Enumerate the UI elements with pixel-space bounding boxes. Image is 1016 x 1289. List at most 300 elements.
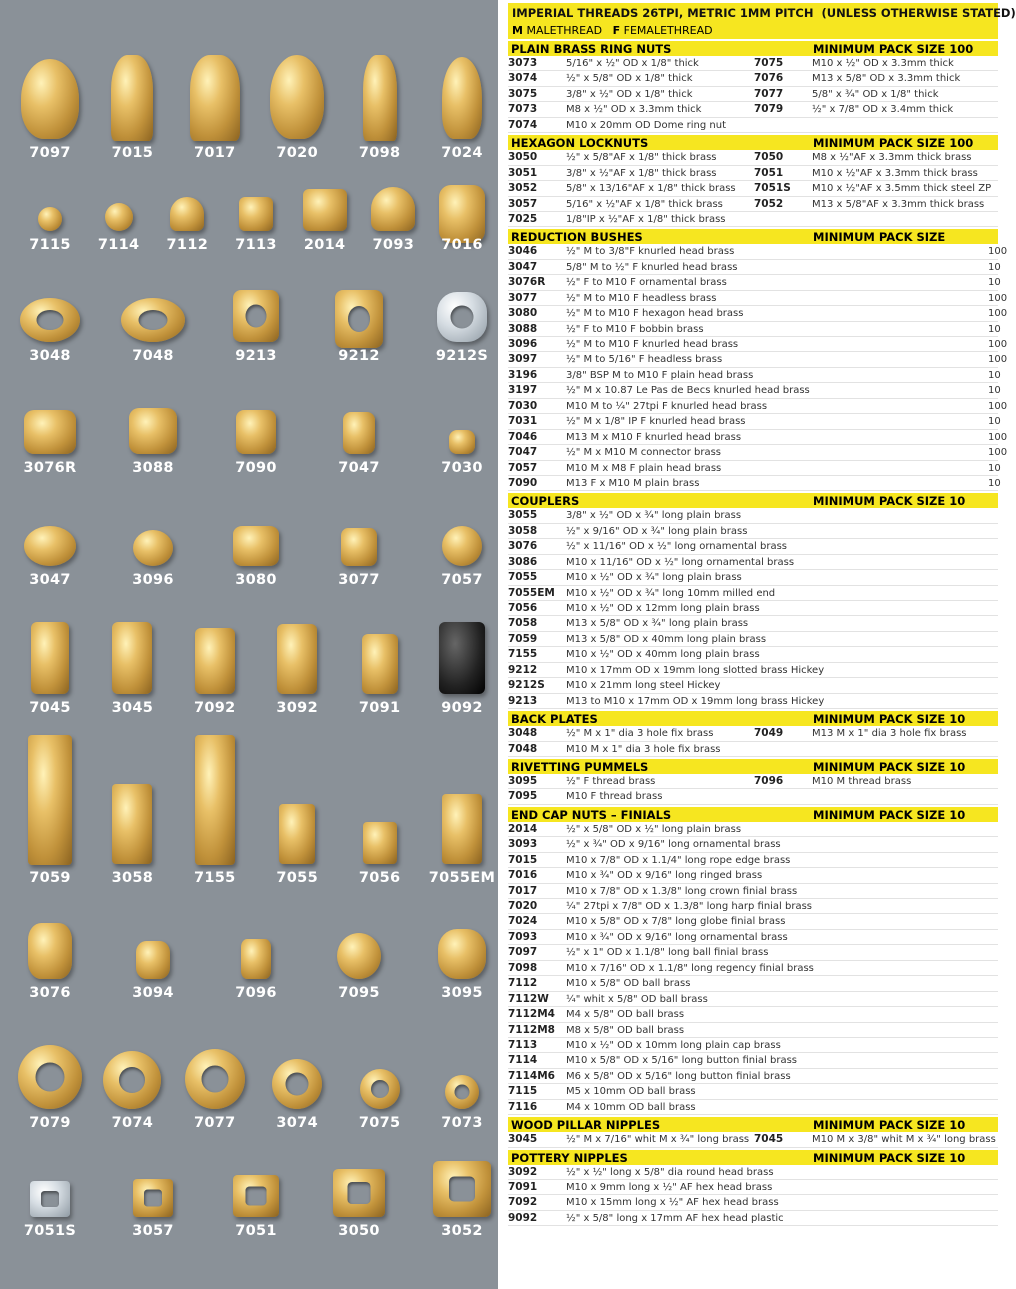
product-code: 7112: [508, 977, 538, 990]
product-code: 3058: [508, 524, 538, 537]
product-description: M10 x 17mm OD x 19mm long slotted brass Hickey: [566, 664, 825, 676]
product-image: [28, 923, 72, 979]
product-cell: [754, 150, 998, 164]
product-code: 3093: [508, 838, 538, 851]
product-code: 3077: [508, 291, 538, 304]
product-description: ½" x 11/16" OD x ½" long ornamental brass: [566, 541, 788, 553]
product-description: ½" M x M10 M connector brass: [566, 447, 721, 459]
section-header: [508, 491, 998, 508]
product-code: 3096: [508, 338, 538, 350]
legend-m: M: [512, 24, 523, 37]
product-description: 3/8" x ½"AF x 1/8" thick brass: [566, 167, 717, 179]
product-code: 7030: [508, 399, 538, 412]
product-description: ½" x 5/8" OD x 1/8" thick: [566, 73, 693, 85]
product-code-label: 3045: [111, 700, 154, 716]
product-image: [433, 1161, 491, 1217]
product-description: M10 M x M8 F plain head brass: [566, 462, 722, 474]
product-code-label: 3047: [29, 572, 71, 588]
product-image: [341, 528, 377, 566]
product-photo-panel: [0, 0, 498, 1289]
section-title: END CAP NUTS – FINIALS: [511, 807, 672, 822]
product-code: 3048: [508, 727, 538, 740]
product-cell: [508, 56, 754, 70]
catalog-table: [508, 3, 1016, 1226]
table-row: [508, 822, 998, 837]
section-header: [508, 757, 998, 774]
product-code-label: 9212: [338, 348, 380, 364]
section-header: [508, 1115, 998, 1132]
product-description: M10 M x 3/8" whit M x ¾" long brass: [812, 1134, 996, 1146]
table-row: [508, 694, 998, 709]
product-image: [105, 203, 133, 231]
table-row: [508, 1195, 998, 1210]
product-description: M10 x 21mm long steel Hickey: [566, 680, 721, 692]
product-code: 7047: [508, 446, 538, 459]
product-thumbnail: [103, 290, 203, 390]
product-thumbnail: [103, 400, 203, 500]
product-thumbnail: [412, 1045, 512, 1145]
product-code-label: 7057: [441, 572, 483, 588]
product-image: [20, 298, 80, 342]
section-pack-size: MINIMUM PACK SIZE 10: [813, 1118, 966, 1133]
product-description: M10 x ½" OD x 3.3mm thick: [812, 58, 954, 69]
product-code: 7091: [508, 1181, 538, 1193]
product-image: [185, 1049, 245, 1109]
product-description: M6 x 5/8" OD x 5/16" long button finial brass: [566, 1070, 791, 1082]
product-cell: [754, 197, 998, 211]
product-code: 7020: [508, 900, 538, 912]
product-description: ½" M to 3/8"F knurled head brass: [566, 246, 735, 258]
product-image: [31, 622, 69, 694]
product-code: 7024: [508, 915, 538, 928]
table-row: [508, 1069, 998, 1084]
product-code: 7090: [508, 476, 538, 489]
product-image: [343, 412, 375, 454]
product-description: 5/8" x 13/16"AF x 1/8" thick brass: [566, 183, 736, 195]
product-code: 7097: [508, 946, 538, 959]
product-image-hole: [371, 1080, 389, 1098]
product-cell: [754, 102, 998, 116]
product-image-hole: [348, 1182, 371, 1204]
pack-size: 10: [988, 385, 1001, 397]
product-code-label: 7091: [358, 700, 401, 716]
legend-m-text: MALETHREAD: [526, 24, 603, 37]
table-row: [508, 961, 998, 976]
pack-size: 100: [988, 292, 1008, 304]
table-row: [508, 414, 1001, 429]
product-code: 7077: [754, 87, 784, 100]
product-code: 7114: [508, 1054, 538, 1067]
table-row: [508, 570, 998, 585]
product-code-label: 7097: [29, 145, 71, 161]
product-description: ½" F thread brass: [566, 775, 656, 787]
product-code: 3076: [508, 540, 538, 553]
product-thumbnail: [309, 915, 409, 1015]
pack-size: 100: [988, 447, 1008, 459]
product-code: [754, 212, 812, 226]
product-image-hole: [119, 1067, 145, 1093]
table-row: [508, 1038, 998, 1053]
product-code-label: 9212S: [435, 348, 489, 364]
product-description: M13 x 5/8" OD x ¾" long plain brass: [566, 618, 749, 630]
pack-size: 10: [988, 369, 1001, 381]
product-code-label: 7045: [29, 700, 71, 716]
product-code-label: 7098: [358, 145, 401, 161]
table-row: [508, 1100, 998, 1115]
product-cell: [754, 181, 998, 195]
product-image: [233, 290, 279, 342]
product-code-label: 7115: [29, 237, 71, 253]
product-image: [442, 57, 482, 139]
product-cell: [754, 1132, 998, 1146]
product-description: ½" x ½" long x 5/8" dia round head brass: [566, 1166, 774, 1178]
product-description: ½" M to M10 F knurled head brass: [566, 339, 739, 350]
product-code-label: 3057: [132, 1223, 174, 1239]
product-code: [754, 742, 812, 756]
product-description: M13 x 5/8"AF x 3.3mm thick brass: [812, 198, 985, 210]
product-cell: [508, 197, 754, 211]
table-row: [508, 726, 998, 741]
product-code: 7045: [754, 1133, 784, 1146]
product-description: M10 F thread brass: [566, 791, 663, 803]
product-description: 5/8" M to ½" F knurled head brass: [566, 261, 738, 273]
product-image: [190, 55, 240, 141]
product-code: 9213: [508, 694, 538, 707]
product-code: 3055: [508, 509, 538, 522]
product-cell: [754, 742, 998, 756]
table-row: [508, 837, 998, 852]
product-image: [112, 784, 152, 864]
product-code: 7076: [754, 72, 784, 85]
table-row: [508, 976, 998, 991]
product-code: 3086: [508, 555, 538, 568]
product-image: [442, 526, 482, 566]
section-title: REDUCTION BUSHES: [511, 230, 643, 245]
product-image-hole: [449, 1177, 475, 1202]
product-cell: [508, 212, 754, 226]
product-code-label: 7048: [132, 348, 174, 364]
table-row: [508, 1053, 998, 1068]
product-code: 7112W: [508, 992, 549, 1005]
product-code-label: 7024: [441, 145, 483, 161]
product-thumbnail: [412, 400, 512, 500]
table-row: [508, 663, 998, 678]
product-description: M10 x 7/16" OD x 1.1/8" long regency finial brass: [566, 962, 814, 974]
product-thumbnail: [412, 185, 512, 285]
product-code: 7050: [754, 151, 784, 164]
product-code: 3088: [508, 322, 538, 335]
product-code: 3197: [508, 384, 538, 397]
product-cell: [508, 1132, 754, 1146]
product-image: [360, 1069, 400, 1109]
product-description: ½" x 7/8" OD x 3.4mm thick: [812, 104, 954, 116]
product-code-label: 3096: [132, 572, 174, 588]
product-code-label: 7056: [358, 870, 401, 886]
product-code-label: 3094: [132, 985, 174, 1001]
product-code: 9092: [508, 1211, 538, 1224]
product-code: 3057: [508, 197, 538, 210]
table-row: [508, 678, 998, 693]
product-cell: [508, 150, 754, 164]
product-description: M10 x 15mm long x ½" AF hex head brass: [566, 1197, 779, 1209]
product-image: [337, 933, 381, 979]
table-row: [508, 586, 998, 601]
product-code: [754, 789, 812, 803]
product-code-label: 3076R: [23, 460, 77, 476]
table-row: [508, 430, 1008, 445]
product-image: [241, 939, 271, 979]
product-description: ½" x 5/8" long x 17mm AF hex head plastic: [566, 1212, 784, 1224]
product-image: [170, 197, 204, 231]
product-thumbnail: [309, 400, 409, 500]
product-thumbnail: [0, 515, 100, 615]
product-image-hole: [246, 305, 267, 328]
table-row: [508, 322, 1001, 337]
product-description: M10 x ½"AF x 3.3mm thick brass: [812, 167, 978, 179]
product-image: [28, 735, 72, 865]
table-row: [508, 71, 998, 86]
section-title: WOOD PILLAR NIPPLES: [511, 1118, 661, 1133]
product-description: M10 x ½" OD x ¾" long plain brass: [566, 572, 742, 584]
product-code-label: 3092: [276, 700, 318, 716]
product-cell: [508, 118, 754, 132]
section-title: PLAIN BRASS RING NUTS: [511, 42, 672, 56]
section-pack-size: MINIMUM PACK SIZE 10: [813, 1150, 966, 1165]
product-cell: [754, 118, 998, 132]
product-code: 7112M4: [508, 1008, 555, 1021]
product-cell: [754, 789, 998, 803]
product-thumbnail: [412, 1155, 512, 1255]
table-row: [508, 1023, 998, 1038]
product-code: 3196: [508, 368, 538, 381]
product-cell: [754, 726, 998, 740]
product-code-label: 3077: [338, 572, 380, 588]
section-pack-size: MINIMUM PACK SIZE: [813, 230, 946, 245]
product-code: 7055EM: [508, 586, 555, 599]
product-code-label: 3095: [441, 985, 483, 1001]
product-code-label: 7077: [194, 1115, 236, 1131]
product-description: M13 F x M10 M plain brass: [566, 477, 700, 489]
product-description: 5/8" x ¾" OD x 1/8" thick: [812, 88, 939, 100]
product-code: 3050: [508, 151, 538, 164]
product-image: [233, 1175, 279, 1217]
product-code-label: 7051S: [23, 1223, 77, 1239]
section-pack-size: MINIMUM PACK SIZE 100: [813, 136, 974, 151]
product-thumbnail: [103, 515, 203, 615]
product-code-label: 3050: [338, 1223, 380, 1239]
product-code: 7073: [508, 103, 538, 116]
product-thumbnail: [412, 290, 512, 390]
product-cell: [508, 102, 754, 116]
product-code: 7025: [508, 212, 538, 225]
product-description: M10 x ½"AF x 3.5mm thick steel ZP: [812, 183, 992, 195]
table-row: [508, 632, 998, 647]
product-description: ½" F to M10 F bobbin brass: [566, 323, 704, 335]
thread-legend: [508, 23, 998, 39]
product-code-label: 2014: [303, 237, 346, 253]
section-header: [508, 39, 998, 56]
product-description: ½" M x 1/8" IP F knurled head brass: [566, 416, 746, 428]
product-description: ½" x 5/8"AF x 1/8" thick brass: [566, 152, 717, 164]
product-image: [437, 292, 487, 342]
product-description: M10 x 7/8" OD x 1.3/8" long crown finial brass: [566, 885, 798, 897]
product-thumbnail: [0, 290, 100, 390]
pack-size: 10: [988, 261, 1001, 273]
product-image: [121, 298, 185, 342]
table-row: [508, 306, 1008, 321]
product-cell: [754, 166, 998, 180]
product-code: 7116: [508, 1100, 538, 1113]
product-code-label: 7051: [235, 1223, 277, 1239]
product-code-label: 7155: [194, 870, 236, 886]
product-code: 3092: [508, 1165, 538, 1178]
product-image-hole: [36, 1063, 65, 1092]
product-image: [133, 530, 173, 566]
table-row: [508, 368, 1001, 383]
table-row: [508, 56, 998, 71]
product-image: [133, 1179, 173, 1217]
table-row: [508, 1132, 998, 1147]
product-image: [195, 628, 235, 694]
table-row: [508, 508, 998, 523]
product-code: 7015: [508, 853, 538, 866]
product-description: M4 x 10mm OD ball brass: [566, 1101, 696, 1113]
table-row: [508, 87, 998, 102]
product-image-hole: [348, 306, 370, 332]
product-image-hole: [455, 1085, 470, 1100]
section-pack-size: MINIMUM PACK SIZE 10: [813, 759, 966, 774]
product-code-label: 7047: [338, 460, 380, 476]
product-image: [303, 189, 347, 231]
product-code: 9212S: [508, 679, 545, 692]
product-code: 2014: [508, 822, 538, 835]
product-code: 7098: [508, 961, 538, 974]
product-cell: [508, 789, 754, 803]
product-description: M13 M x M10 F knurled head brass: [566, 431, 742, 443]
product-cell: [508, 726, 754, 740]
product-image: [363, 822, 397, 864]
product-description: M10 x ½" OD x ¾" long 10mm milled end: [566, 587, 776, 599]
table-row: [508, 1007, 998, 1022]
product-cell: [508, 181, 754, 195]
product-description: ½" M x 1" dia 3 hole fix brass: [566, 728, 714, 740]
product-image: [439, 185, 485, 243]
product-code: 3073: [508, 57, 538, 69]
product-code-label: 3052: [441, 1223, 483, 1239]
product-image: [333, 1169, 385, 1217]
product-image: [335, 290, 383, 348]
product-code-label: 7020: [276, 145, 318, 161]
product-image-hole: [451, 306, 474, 329]
product-image: [439, 622, 485, 694]
pack-size: 100: [988, 246, 1008, 258]
table-row: [508, 601, 998, 616]
product-code: 3045: [508, 1133, 538, 1146]
table-row: [508, 275, 1001, 290]
product-description: M10 x 5/8" OD x 7/8" long globe finial brass: [566, 916, 786, 928]
product-code: 3080: [508, 307, 538, 320]
pack-size: 100: [988, 354, 1008, 366]
section-pack-size: MINIMUM PACK SIZE 100: [813, 42, 974, 56]
table-row: [508, 774, 998, 789]
section-header: [508, 709, 998, 726]
product-description: M13 x 5/8" OD x 40mm long plain brass: [566, 633, 767, 645]
product-code: 7055: [508, 571, 538, 584]
section-pack-size: MINIMUM PACK SIZE 10: [813, 712, 966, 727]
section-header: [508, 133, 998, 150]
product-code: 7095: [508, 790, 538, 803]
product-code: 3052: [508, 182, 538, 195]
product-description: M10 M x 1" dia 3 hole fix brass: [566, 743, 721, 755]
product-thumbnail: [412, 515, 512, 615]
section-header: [508, 805, 998, 822]
product-code: 7093: [508, 930, 538, 943]
product-code-label: 3076: [29, 985, 71, 1001]
product-code: 7113: [508, 1038, 538, 1051]
product-code-label: 7114: [97, 237, 140, 253]
product-thumbnail: [206, 515, 306, 615]
product-description: M10 x ½" OD x 40mm long plain brass: [566, 649, 760, 661]
section-pack-size: MINIMUM PACK SIZE 10: [813, 494, 966, 509]
product-description: M10 x 5/8" OD ball brass: [566, 978, 691, 990]
product-thumbnail: [0, 1155, 100, 1255]
product-description: 3/8" x ½" OD x 1/8" thick: [566, 88, 693, 100]
product-description: ½" F to M10 F ornamental brass: [566, 277, 727, 289]
section-header: [508, 1148, 998, 1165]
table-row: [508, 399, 1008, 414]
product-code-label: 7055: [276, 870, 318, 886]
table-row: [508, 197, 998, 212]
pack-size: 10: [988, 462, 1001, 474]
product-description: ½" M to M10 F headless brass: [566, 292, 717, 304]
product-code: 3046: [508, 245, 538, 258]
product-code: 3076R: [508, 276, 546, 289]
product-description: M10 x ¾" OD x 9/16" long ringed brass: [566, 870, 763, 882]
table-row: [508, 476, 1001, 491]
product-code: 7056: [508, 602, 538, 614]
table-row: [508, 118, 998, 133]
product-code-label: 3074: [276, 1115, 318, 1131]
table-row: [508, 212, 998, 227]
pack-size: 10: [988, 477, 1001, 489]
section-title: HEXAGON LOCKNUTS: [511, 136, 649, 151]
product-description: ½" x ¾" OD x 9/16" long ornamental brass: [566, 839, 781, 851]
product-description: M10 x ½" OD x 10mm long plain cap brass: [566, 1039, 781, 1051]
product-image: [24, 410, 76, 454]
product-code-label: 7073: [441, 1115, 483, 1131]
product-description: M10 x 5/8" OD x 5/16" long button finial brass: [566, 1055, 798, 1067]
product-code: 7112M8: [508, 1023, 555, 1036]
header-note: (UNLESS OTHERWISE STATED): [821, 6, 1016, 20]
product-image-hole: [286, 1073, 309, 1096]
product-description: ½" x 9/16" OD x ¾" long plain brass: [566, 525, 748, 537]
legend-f: F: [612, 24, 621, 37]
product-image: [270, 55, 324, 139]
product-image: [272, 1059, 322, 1109]
product-code-label: 3048: [29, 348, 71, 364]
table-row: [508, 291, 1008, 306]
product-cell: [754, 774, 998, 788]
product-description: M10 x 11/16" OD x ½" long ornamental brass: [566, 556, 795, 568]
product-code: 3095: [508, 774, 538, 787]
legend-f-text: FEMALETHREAD: [623, 24, 713, 37]
table-row: [508, 260, 1001, 275]
pack-size: 10: [988, 277, 1001, 289]
product-code: 7096: [754, 774, 784, 787]
product-image: [277, 624, 317, 694]
product-code: 7075: [754, 57, 784, 69]
product-description: M8 x ½"AF x 3.3mm thick brass: [812, 152, 972, 164]
